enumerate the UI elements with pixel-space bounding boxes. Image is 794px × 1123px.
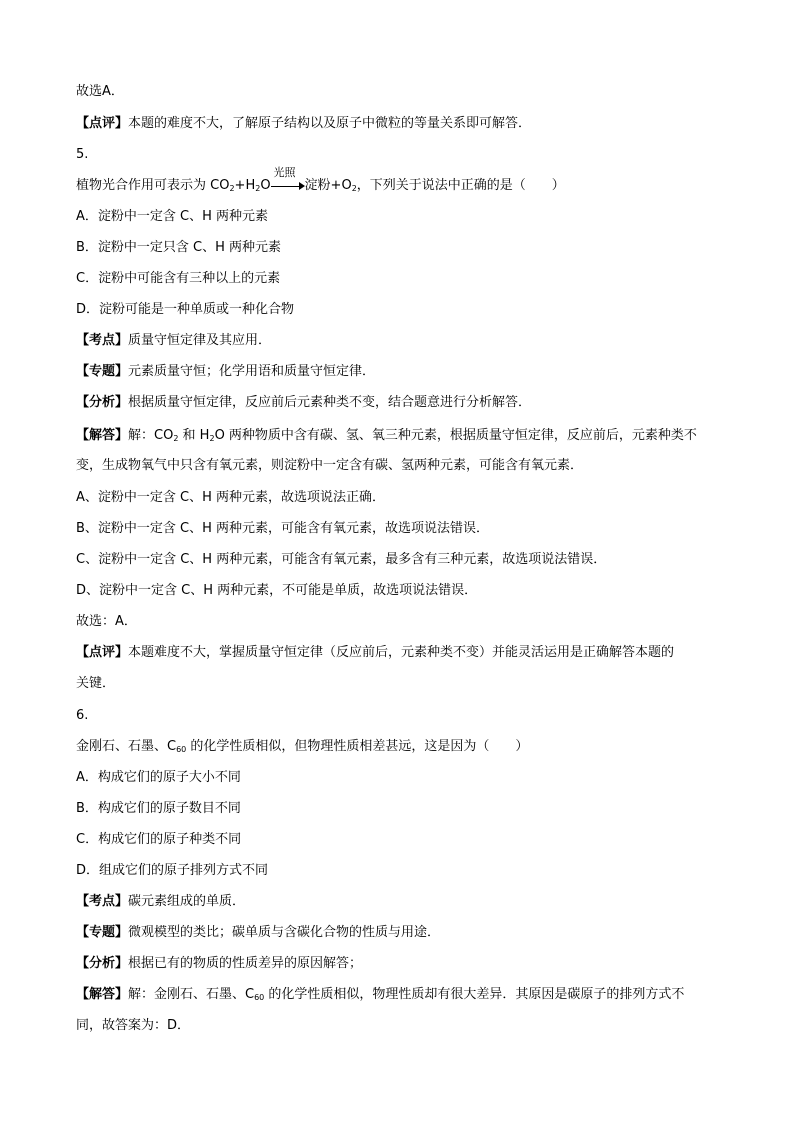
comment-line-2: 关键． [76,676,116,691]
knowledge-point: 【考点】质量守恒定律及其应用． [76,333,272,348]
solution-line-1: 【解答】解：$CO_2$ 和 $H_2O$ 两种物质中含有碳、氢、氧三种元素，根据质量守恒定律，反应前后，元素种类不 [76,428,697,443]
solution-d: D、淀粉中一定含 C、H 两种元素，不可能是单质，故选项说法错误． [76,583,478,598]
solution-c: C、淀粉中一定含 C、H 两种元素，可能含有氧元素，最多含有三种元素，故选项说法错误． [76,552,607,567]
solution-line-2: 同，故答案为：D． [76,1018,191,1033]
analysis: 【分析】根据质量守恒定律，反应前后元素种类不变，结合题意进行分析解答． [76,395,532,410]
answer-line: 故选：A． [76,614,137,629]
question-number: 6. [76,708,89,723]
comment-line-1: 【点评】本题难度不大，掌握质量守恒定律（反应前后，元素种类不变）并能灵活运用是正确解答本题的 [76,645,675,660]
option-b: B．淀粉中一定只含 C、H 两种元素 [76,240,282,255]
topic: 【专题】元素质量守恒；化学用语和质量守恒定律． [76,364,376,379]
solution-b: B、淀粉中一定含 C、H 两种元素，可能含有氧元素，故选项说法错误． [76,521,490,536]
analysis: 【分析】根据已有的物质的性质差异的原因解答； [76,956,363,971]
option-d: D．淀粉可能是一种单质或一种化合物 [76,302,295,317]
reaction-arrow-icon: 光照 [271,176,305,196]
question-stem: 植物光合作用可表示为 $CO_2+H_2O$ 光照 淀粉$+O_2$，下列关于说法中正确的是（ ） [76,176,736,196]
comment-line: 【点评】本题的难度不大，了解原子结构以及原子中微粒的等量关系即可解答． [76,116,532,131]
knowledge-point: 【考点】碳元素组成的单质． [76,894,246,909]
option-c: C．构成它们的原子种类不同 [76,832,242,847]
solution-line-1: 【解答】解：金刚石、石墨、$C_{60}$ 的化学性质相似，物理性质却有很大差异．其原因是碳原子的排列方式不 [76,987,685,1002]
question-stem: 金刚石、石墨、$C_{60}$ 的化学性质相似，但物理性质相差甚远，这是因为（ ） [76,739,529,754]
solution-line-2: 变，生成物氧气中只含有氧元素，则淀粉中一定含有碳、氢两种元素，可能含有氧元素． [76,458,584,473]
topic: 【专题】微观模型的类比；碳单质与含碳化合物的性质与用途． [76,925,441,940]
option-a: A．淀粉中一定含 C、H 两种元素 [76,209,269,224]
option-b: B．构成它们的原子数目不同 [76,801,241,816]
option-c: C．淀粉中可能含有三种以上的元素 [76,271,281,286]
option-a: A．构成它们的原子大小不同 [76,770,241,785]
answer-line: 故选A． [76,84,124,99]
question-number: 5. [76,147,89,162]
option-d: D．组成它们的原子排列方式不同 [76,863,269,878]
solution-a: A、淀粉中一定含 C、H 两种元素，故选项说法正确． [76,490,386,505]
